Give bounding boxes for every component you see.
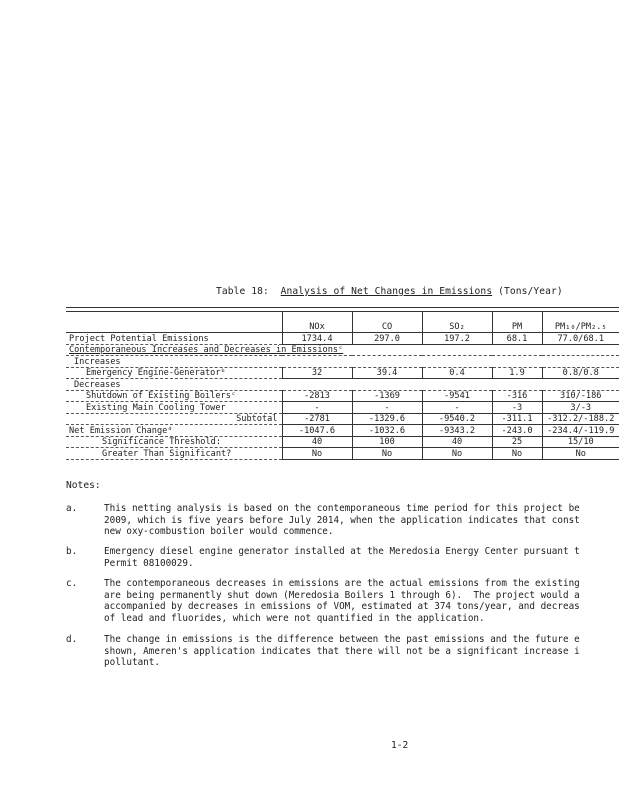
data-cell: 1734.4	[282, 333, 352, 345]
row-label: Subtotal	[66, 413, 282, 425]
table-row	[66, 367, 619, 379]
data-cell: 297.0	[352, 333, 422, 345]
note-line: shown, Ameren's application indicates that there will not be a significant increase i	[104, 645, 580, 657]
data-cell: -3	[492, 402, 542, 414]
data-cell: 100	[352, 436, 422, 448]
table-row	[66, 436, 619, 448]
data-cell: 40	[422, 436, 492, 448]
column-header: NOx	[282, 312, 352, 333]
caption-units: (Tons/Year)	[498, 286, 563, 297]
data-cell: -316	[492, 390, 542, 402]
table-row	[66, 333, 619, 345]
row-label: Project Potential Emissions	[66, 333, 282, 345]
note-line: Emergency diesel engine generator installed at the Meredosia Energy Center pursuant t	[104, 546, 580, 557]
note-body	[104, 546, 580, 569]
data-cell: 197.2	[422, 333, 492, 345]
note-line: accompanied by decreases in emissions of VOM, estimated at 374 tons/year, and decreas	[104, 601, 580, 613]
row-label: Increases	[66, 356, 619, 368]
note-line: are being permanently shut down (Meredosia Boilers 1 through 6). The project would a	[104, 589, 580, 601]
table-row	[66, 344, 619, 356]
data-cell: 3/-3	[542, 402, 619, 414]
data-cell: 0.8/0.8	[542, 367, 619, 379]
row-label: Emergency Engine-Generatorᵇ	[66, 367, 282, 379]
note-line: 2009, which is five years before July 2014, when the application indicates that const	[104, 514, 580, 526]
caption-prefix: Table 18:	[216, 286, 269, 297]
data-cell: No	[282, 448, 352, 460]
column-header: PM	[492, 312, 542, 333]
data-cell: -9343.2	[422, 425, 492, 437]
data-cell: 0.4	[422, 367, 492, 379]
data-cell: -2781	[282, 413, 352, 425]
note-line: pollutant.	[104, 657, 160, 669]
table-row	[66, 402, 619, 414]
data-cell: No	[492, 448, 542, 460]
data-cell: 25	[492, 436, 542, 448]
note-letter: b.	[66, 546, 78, 557]
data-cell: No	[422, 448, 492, 460]
column-header: SO₂	[422, 312, 492, 333]
data-cell: 39.4	[352, 367, 422, 379]
data-cell: 68.1	[492, 333, 542, 345]
note-line: of lead and fluorides, which were not quantified in the application.	[104, 612, 485, 624]
table-header-row	[66, 312, 619, 333]
data-cell: 310/-186	[542, 390, 619, 402]
row-label: Contemporaneous Increases and Decreases in Emissionsᶜ	[66, 344, 619, 356]
data-cell: -243.0	[492, 425, 542, 437]
caption-title: Analysis of Net Changes in Emissions	[280, 286, 493, 297]
table-row	[66, 356, 619, 368]
row-label: Net Emission Changeᵈ	[66, 425, 282, 437]
data-cell: -312.2/-188.2	[542, 413, 619, 425]
data-cell: 32	[282, 367, 352, 379]
table-row	[66, 379, 619, 391]
note-line: This netting analysis is based on the contemporaneous time period for this project be	[104, 503, 580, 514]
row-label: Existing Main Cooling Tower	[66, 402, 282, 414]
data-cell: No	[352, 448, 422, 460]
data-cell: -1329.6	[352, 413, 422, 425]
row-label: Shutdown of Existing Boilersᶜ	[66, 390, 282, 402]
note-line: The change in emissions is the difference between the past emissions and the future e	[104, 634, 580, 645]
data-cell: -311.1	[492, 413, 542, 425]
data-cell: -1369	[352, 390, 422, 402]
table-row	[66, 448, 619, 460]
row-label: Decreases	[66, 379, 619, 391]
note-letter: d.	[66, 634, 78, 645]
data-cell: 77.0/68.1	[542, 333, 619, 345]
data-cell: -1032.6	[352, 425, 422, 437]
note-body	[104, 634, 580, 669]
table-row	[66, 390, 619, 402]
emissions-table	[66, 311, 619, 460]
column-header: CO	[352, 312, 422, 333]
note-line: Permit 08100029.	[104, 557, 194, 569]
data-cell: 15/10	[542, 436, 619, 448]
table-row	[66, 413, 619, 425]
data-cell: -	[352, 402, 422, 414]
data-cell: -	[422, 402, 492, 414]
data-cell: 1.9	[492, 367, 542, 379]
row-label: Greater Than Significant?	[66, 448, 282, 460]
table-caption	[216, 286, 619, 297]
data-cell: -	[282, 402, 352, 414]
data-cell: No	[542, 448, 619, 460]
note-letter: a.	[66, 503, 78, 514]
column-header: PM₁₀/PM₂.₅	[542, 312, 619, 333]
row-label: Significance Threshold:	[66, 436, 282, 448]
note-line: The contemporaneous decreases in emissions are the actual emissions from the existing	[104, 578, 580, 589]
header-blank-cell	[66, 312, 282, 333]
notes-title: Notes:	[66, 480, 101, 491]
note-body	[104, 503, 580, 538]
page-number: 1-2	[391, 740, 409, 751]
data-cell: -1047.6	[282, 425, 352, 437]
table-row	[66, 425, 619, 437]
data-cell: -234.4/-119.9	[542, 425, 619, 437]
data-cell: -2813	[282, 390, 352, 402]
data-cell: -9541	[422, 390, 492, 402]
data-cell: 40	[282, 436, 352, 448]
note-body	[104, 578, 580, 624]
note-letter: c.	[66, 578, 78, 589]
table-top-rule	[66, 307, 619, 308]
data-cell: -9540.2	[422, 413, 492, 425]
note-line: new oxy-combustion boiler would commence.	[104, 526, 334, 538]
